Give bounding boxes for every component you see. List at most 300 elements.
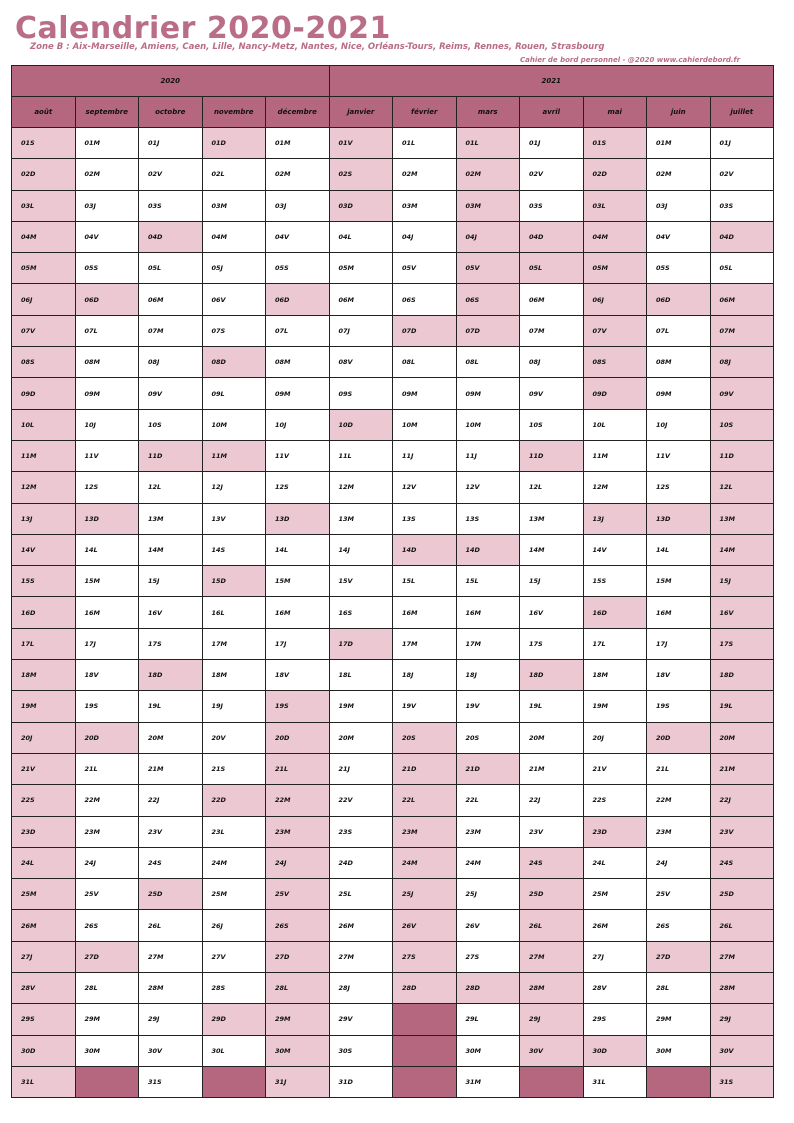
day-cell: 17L [12,628,76,659]
day-cell: 01M [75,128,139,159]
day-cell: 07J [329,315,393,346]
day-cell: 15S [12,566,76,597]
day-cell: 26S [75,910,139,941]
day-cell: 06J [583,284,647,315]
day-row [12,440,774,471]
day-cell: 30D [12,1035,76,1066]
day-cell: 19J [202,691,266,722]
day-cell: 12V [456,472,520,503]
day-cell: 19L [710,691,774,722]
day-cell: 19M [583,691,647,722]
day-cell: 22L [393,785,457,816]
month-header-row [12,97,774,128]
month-header: décembre [266,97,330,128]
month-header: avril [520,97,584,128]
day-cell: 27D [647,941,711,972]
day-cell: 19M [329,691,393,722]
day-row [12,597,774,628]
day-cell: 05L [139,253,203,284]
month-header: juin [647,97,711,128]
day-cell: 22J [710,785,774,816]
day-cell: 06J [12,284,76,315]
day-cell: 12M [329,472,393,503]
day-cell: 26L [520,910,584,941]
day-cell: 16L [202,597,266,628]
day-cell: 05L [520,253,584,284]
day-cell: 13J [12,503,76,534]
day-cell: 06M [329,284,393,315]
day-cell: 26V [393,910,457,941]
day-cell: 19L [520,691,584,722]
day-cell: 06S [456,284,520,315]
day-cell: 30V [139,1035,203,1066]
day-cell: 30M [266,1035,330,1066]
day-cell: 25V [75,879,139,910]
day-cell: 22J [520,785,584,816]
day-cell: 15J [520,566,584,597]
day-cell: 25D [139,879,203,910]
day-cell: 09D [583,378,647,409]
day-row [12,660,774,691]
day-cell: 02M [456,159,520,190]
day-cell: 09M [456,378,520,409]
day-cell: 16V [139,597,203,628]
day-cell: 13D [75,503,139,534]
day-cell: 21M [520,753,584,784]
day-row [12,847,774,878]
day-cell: 10M [393,409,457,440]
day-cell: 19L [139,691,203,722]
day-cell: 02M [75,159,139,190]
day-cell: 10S [139,409,203,440]
day-cell: 15M [647,566,711,597]
day-cell: 02M [393,159,457,190]
day-cell: 01M [266,128,330,159]
day-cell: 10L [583,409,647,440]
day-cell: 09V [520,378,584,409]
day-row [12,409,774,440]
day-cell: 07V [583,315,647,346]
day-cell: 02V [139,159,203,190]
day-cell: 04M [12,221,76,252]
day-cell: 21L [75,753,139,784]
day-cell: 02D [12,159,76,190]
day-cell: 24J [266,847,330,878]
month-header: novembre [202,97,266,128]
day-cell: 20V [202,722,266,753]
day-cell: 26L [139,910,203,941]
day-cell: 13D [266,503,330,534]
day-cell: 03J [75,190,139,221]
day-cell: 29D [202,1004,266,1035]
day-cell: 22S [12,785,76,816]
day-cell: 20S [456,722,520,753]
day-cell: 14L [75,534,139,565]
day-cell: 31L [583,1066,647,1097]
day-cell: 23M [75,816,139,847]
day-cell: 19S [647,691,711,722]
day-cell: 01D [202,128,266,159]
day-cell: 04L [329,221,393,252]
credit-line: Cahier de bord personnel - @2020 www.cahierdebord.fr [520,56,741,64]
day-cell: 21D [393,753,457,784]
day-cell: 28M [710,973,774,1004]
day-cell: 28V [12,973,76,1004]
empty-day-cell [202,1066,266,1097]
day-cell: 28L [647,973,711,1004]
day-cell: 05J [202,253,266,284]
day-cell: 27D [75,941,139,972]
day-cell: 30M [75,1035,139,1066]
day-cell: 23M [456,816,520,847]
day-cell: 10J [75,409,139,440]
day-cell: 10M [202,409,266,440]
day-cell: 17M [456,628,520,659]
day-cell: 10J [266,409,330,440]
day-cell: 11V [266,440,330,471]
day-cell: 15V [329,566,393,597]
day-cell: 08M [266,347,330,378]
day-cell: 30V [710,1035,774,1066]
day-cell: 07L [266,315,330,346]
month-header: août [12,97,76,128]
day-cell: 10L [12,409,76,440]
day-cell: 08J [710,347,774,378]
day-cell: 03J [647,190,711,221]
day-cell: 04J [456,221,520,252]
day-cell: 10M [456,409,520,440]
day-cell: 24S [710,847,774,878]
day-cell: 25V [266,879,330,910]
day-cell: 09S [329,378,393,409]
day-cell: 11D [520,440,584,471]
day-cell: 02L [202,159,266,190]
day-cell: 30L [202,1035,266,1066]
day-cell: 20J [12,722,76,753]
day-cell: 28L [75,973,139,1004]
day-cell: 28S [202,973,266,1004]
day-cell: 04M [583,221,647,252]
day-cell: 18M [583,660,647,691]
day-cell: 16D [583,597,647,628]
month-header: février [393,97,457,128]
day-cell: 03D [329,190,393,221]
day-row [12,190,774,221]
day-cell: 04D [710,221,774,252]
day-cell: 30S [329,1035,393,1066]
day-cell: 01J [139,128,203,159]
day-cell: 15J [710,566,774,597]
day-cell: 14L [266,534,330,565]
day-cell: 27D [266,941,330,972]
day-cell: 12S [75,472,139,503]
day-cell: 27M [710,941,774,972]
day-cell: 23M [393,816,457,847]
year-header: 2020 [12,66,330,97]
day-cell: 06V [202,284,266,315]
day-cell: 29V [329,1004,393,1035]
day-row [12,816,774,847]
day-cell: 10S [520,409,584,440]
day-cell: 25M [202,879,266,910]
day-cell: 13M [520,503,584,534]
day-row [12,315,774,346]
day-cell: 24M [456,847,520,878]
day-cell: 25D [710,879,774,910]
day-cell: 01V [329,128,393,159]
day-cell: 17S [710,628,774,659]
day-cell: 21L [647,753,711,784]
day-cell: 22M [75,785,139,816]
day-cell: 09V [710,378,774,409]
day-cell: 23V [520,816,584,847]
day-cell: 28L [266,973,330,1004]
day-row [12,534,774,565]
day-cell: 25J [456,879,520,910]
day-cell: 24M [393,847,457,878]
day-row [12,691,774,722]
day-cell: 01J [710,128,774,159]
calendar-body [12,128,774,1098]
day-cell: 28D [393,973,457,1004]
day-cell: 18M [202,660,266,691]
day-cell: 18J [456,660,520,691]
day-row [12,910,774,941]
day-cell: 13M [329,503,393,534]
day-cell: 19V [393,691,457,722]
day-cell: 21M [710,753,774,784]
day-cell: 14M [139,534,203,565]
day-cell: 08J [139,347,203,378]
day-cell: 11D [710,440,774,471]
day-cell: 26V [456,910,520,941]
day-cell: 22M [647,785,711,816]
day-cell: 24J [75,847,139,878]
day-cell: 03L [12,190,76,221]
month-header: juillet [710,97,774,128]
day-cell: 21L [266,753,330,784]
day-cell: 16M [647,597,711,628]
empty-day-cell [647,1066,711,1097]
day-cell: 04M [202,221,266,252]
day-cell: 02S [329,159,393,190]
day-cell: 31L [12,1066,76,1097]
day-cell: 16M [456,597,520,628]
day-cell: 29J [139,1004,203,1035]
day-cell: 29J [520,1004,584,1035]
day-row [12,879,774,910]
day-row [12,785,774,816]
day-cell: 15M [266,566,330,597]
day-cell: 11V [75,440,139,471]
day-cell: 05V [393,253,457,284]
day-cell: 08S [12,347,76,378]
day-cell: 30V [520,1035,584,1066]
day-cell: 15M [75,566,139,597]
day-cell: 29L [456,1004,520,1035]
day-cell: 29J [710,1004,774,1035]
day-cell: 30D [583,1035,647,1066]
day-cell: 16M [266,597,330,628]
day-cell: 29S [583,1004,647,1035]
day-cell: 24L [12,847,76,878]
day-cell: 22D [202,785,266,816]
day-cell: 03M [393,190,457,221]
day-cell: 05M [12,253,76,284]
day-cell: 26S [266,910,330,941]
day-cell: 13J [583,503,647,534]
day-cell: 28D [456,973,520,1004]
day-cell: 04V [266,221,330,252]
day-cell: 13M [139,503,203,534]
day-row [12,472,774,503]
day-cell: 13S [456,503,520,534]
day-cell: 26M [329,910,393,941]
day-cell: 11M [12,440,76,471]
day-cell: 27M [520,941,584,972]
day-cell: 31S [710,1066,774,1097]
day-cell: 14V [583,534,647,565]
day-row [12,128,774,159]
day-cell: 16D [12,597,76,628]
day-cell: 18D [520,660,584,691]
day-row [12,722,774,753]
day-cell: 18V [647,660,711,691]
day-cell: 21J [329,753,393,784]
day-cell: 31J [266,1066,330,1097]
day-cell: 07M [710,315,774,346]
day-cell: 08L [456,347,520,378]
day-cell: 30M [456,1035,520,1066]
day-cell: 31S [139,1066,203,1097]
day-cell: 13V [202,503,266,534]
day-cell: 27S [456,941,520,972]
day-cell: 14M [520,534,584,565]
day-cell: 05S [266,253,330,284]
day-cell: 18J [393,660,457,691]
month-header: septembre [75,97,139,128]
day-cell: 11L [329,440,393,471]
day-row [12,566,774,597]
day-cell: 17M [202,628,266,659]
day-cell: 12S [647,472,711,503]
month-header: janvier [329,97,393,128]
day-cell: 02M [647,159,711,190]
day-row [12,253,774,284]
day-cell: 07D [393,315,457,346]
day-cell: 11J [393,440,457,471]
day-cell: 09M [75,378,139,409]
day-cell: 29M [266,1004,330,1035]
day-cell: 28M [139,973,203,1004]
day-cell: 24J [647,847,711,878]
day-cell: 11D [139,440,203,471]
day-cell: 31D [329,1066,393,1097]
day-cell: 14D [393,534,457,565]
day-cell: 15D [202,566,266,597]
day-cell: 24S [520,847,584,878]
day-cell: 07D [456,315,520,346]
day-row [12,753,774,784]
day-cell: 26J [202,910,266,941]
day-cell: 02M [266,159,330,190]
day-cell: 12L [520,472,584,503]
day-cell: 26S [647,910,711,941]
day-cell: 23L [202,816,266,847]
year-header: 2021 [329,66,774,97]
day-cell: 09V [139,378,203,409]
day-cell: 17J [647,628,711,659]
day-cell: 13D [647,503,711,534]
day-cell: 02D [583,159,647,190]
day-cell: 16V [520,597,584,628]
day-cell: 06M [139,284,203,315]
day-cell: 23D [583,816,647,847]
day-cell: 12M [12,472,76,503]
month-header: mai [583,97,647,128]
day-cell: 08S [583,347,647,378]
day-cell: 27V [202,941,266,972]
day-row [12,1004,774,1035]
day-cell: 14V [12,534,76,565]
day-cell: 03L [583,190,647,221]
day-cell: 29S [12,1004,76,1035]
day-cell: 30M [647,1035,711,1066]
day-cell: 27J [583,941,647,972]
day-cell: 20D [75,722,139,753]
day-cell: 12L [139,472,203,503]
day-row [12,503,774,534]
day-cell: 06D [266,284,330,315]
day-cell: 12S [266,472,330,503]
day-cell: 03S [520,190,584,221]
day-cell: 17J [75,628,139,659]
day-cell: 29M [647,1004,711,1035]
day-cell: 03S [139,190,203,221]
empty-day-cell [520,1066,584,1097]
day-cell: 17S [139,628,203,659]
day-cell: 18V [75,660,139,691]
day-cell: 17J [266,628,330,659]
day-cell: 06S [393,284,457,315]
day-cell: 24M [202,847,266,878]
day-cell: 22L [456,785,520,816]
day-cell: 06D [75,284,139,315]
day-cell: 03M [456,190,520,221]
day-cell: 11J [456,440,520,471]
day-row [12,221,774,252]
day-cell: 05M [329,253,393,284]
day-cell: 01J [520,128,584,159]
empty-day-cell [393,1004,457,1035]
day-cell: 08M [75,347,139,378]
day-cell: 17D [329,628,393,659]
day-cell: 07M [139,315,203,346]
day-cell: 07M [520,315,584,346]
day-cell: 28M [520,973,584,1004]
day-cell: 22J [139,785,203,816]
day-cell: 21S [202,753,266,784]
day-cell: 14L [647,534,711,565]
day-cell: 05S [647,253,711,284]
day-cell: 23V [710,816,774,847]
day-cell: 04V [647,221,711,252]
day-row [12,973,774,1004]
day-row [12,1066,774,1097]
day-cell: 08M [647,347,711,378]
day-cell: 08J [520,347,584,378]
day-cell: 05M [583,253,647,284]
